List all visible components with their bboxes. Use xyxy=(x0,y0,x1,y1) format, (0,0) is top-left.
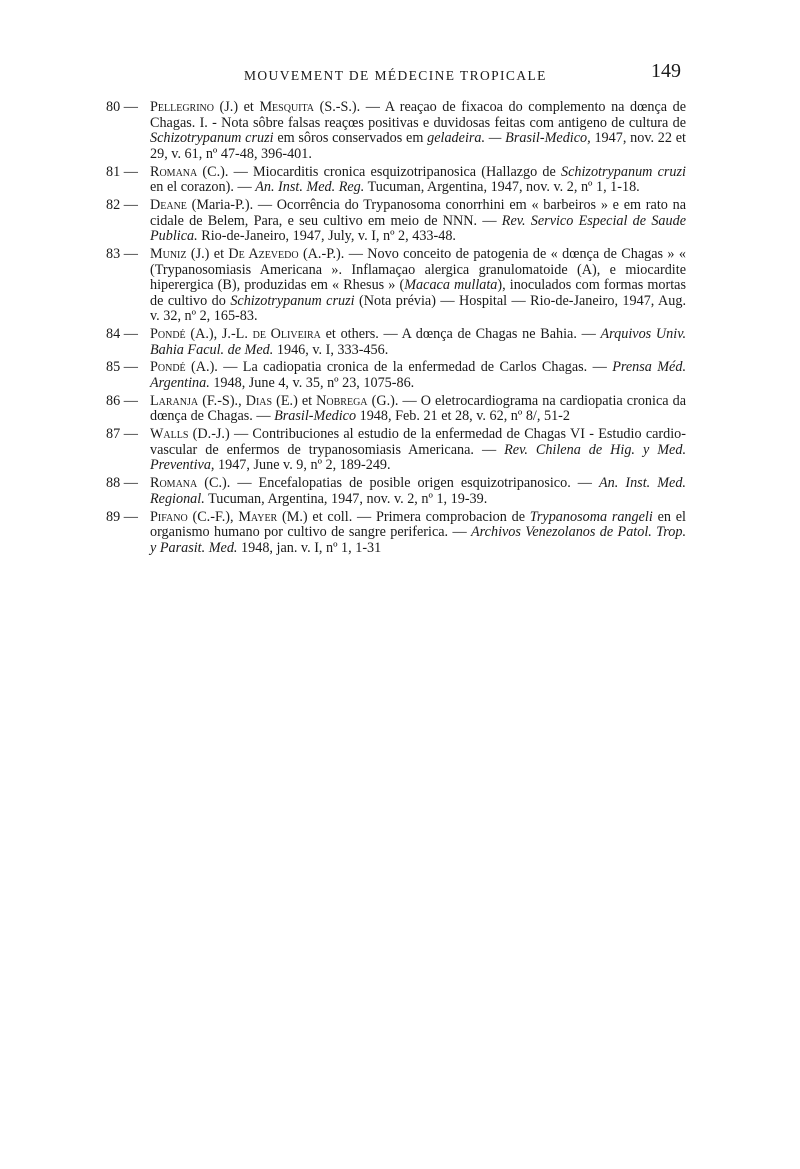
reference-fragment: em sôros conservados em xyxy=(273,130,428,147)
reference-number: 84 — xyxy=(106,326,138,343)
reference-fragment: (J.) et xyxy=(186,245,229,262)
reference-fragment: et others. — A dœnça de Chagas ne Bahia. — xyxy=(320,326,601,343)
reference-number: 88 — xyxy=(106,475,138,492)
reference-text xyxy=(150,476,686,507)
reference-fragment: (C.-F.), xyxy=(187,508,239,525)
author-name: Mesquita xyxy=(259,99,315,115)
author-name: Mayer xyxy=(238,508,278,525)
author-name: Romana xyxy=(150,475,198,492)
author-name: Deane xyxy=(150,196,187,213)
author-name: Pifano xyxy=(150,508,188,525)
author-name: Pondé xyxy=(150,359,186,376)
reference-text xyxy=(150,427,686,474)
reference-fragment: (G.). — O eletrocardiograma na cardiopatia cronica da dœnça de Chagas. — xyxy=(150,392,686,425)
reference-fragment: ), inoculados com formas mortas de cultivo do xyxy=(150,277,686,309)
italic-title: Prensa Méd. Argentina. xyxy=(150,359,686,392)
italic-title: An. Inst. Med. Reg. xyxy=(255,179,365,196)
author-name: de Oliveira xyxy=(252,326,321,343)
reference-fragment: Tucuman, Argentina, 1947, nov. v. 2, nº 1, 19-39. xyxy=(204,490,488,507)
author-name: De Azevedo xyxy=(228,245,299,262)
reference-fragment: (E.) et xyxy=(272,392,317,409)
reference-fragment: (J.) et xyxy=(214,99,260,115)
author-name: Romana xyxy=(150,163,198,180)
reference-entry xyxy=(106,100,686,162)
italic-title: Rev. Chilena de Hig. y Med. Preventiva, xyxy=(150,441,686,474)
reference-entry xyxy=(106,394,686,425)
reference-text xyxy=(150,327,686,358)
author-name: Muniz xyxy=(150,245,187,262)
italic-title: Brasil-Medico xyxy=(274,408,357,425)
reference-text xyxy=(150,198,686,245)
reference-list xyxy=(106,100,686,559)
reference-text xyxy=(150,165,686,196)
reference-number: 85 — xyxy=(106,359,138,376)
reference-fragment: 1948, June 4, v. 35, nº 23, 1075-86. xyxy=(209,375,415,392)
reference-fragment: (Nota prévia) — Hospital — Rio-de-Janeiro, 1947, Aug. v. 32, nº 2, 165-83. xyxy=(150,292,686,325)
reference-number: 80 — xyxy=(106,99,138,115)
italic-title: Schizotrypanum cruzi xyxy=(561,163,686,180)
reference-entry xyxy=(106,360,686,391)
reference-entry xyxy=(106,198,686,245)
reference-number: 89 — xyxy=(106,508,138,525)
reference-entry xyxy=(106,247,686,325)
reference-fragment: (C.). — Encefalopatias de posible origen esquizotripanosico. — xyxy=(197,475,600,492)
reference-fragment: (A.). — La cadiopatia cronica de la enfermedad de Carlos Chagas. — xyxy=(185,359,613,376)
reference-entry xyxy=(106,427,686,474)
reference-fragment: (A.), J.-L. xyxy=(185,326,253,343)
italic-title: Schizotrypanum cruzi xyxy=(150,130,274,147)
reference-entry xyxy=(106,327,686,358)
reference-entry xyxy=(106,510,686,557)
italic-title: Arquivos Univ. Bahia Facul. de Med. xyxy=(150,326,686,358)
reference-text xyxy=(150,510,686,557)
author-name: Laranja xyxy=(150,392,199,409)
reference-fragment: (S.-S.). — A reaçao de fixacoa do complemento na dœnça de Chagas. I. - Nota sôbre falsas reaçœs positivas e duvidosas feitas com antigeno de cultura de xyxy=(150,99,686,131)
author-name: Dias xyxy=(245,392,273,409)
reference-fragment: 1948, jan. v. I, nº 1, 1-31 xyxy=(237,539,382,556)
page-number: 149 xyxy=(651,60,681,82)
reference-number: 82 — xyxy=(106,196,138,213)
reference-text xyxy=(150,247,686,325)
italic-title: Archivos Venezolanos de Patol. Trop. y Parasit. Med. xyxy=(150,524,686,556)
reference-fragment: 1946, v. I, 333-456. xyxy=(273,341,389,358)
reference-number: 81 — xyxy=(106,163,138,180)
reference-number: 86 — xyxy=(106,392,138,409)
reference-fragment: 1947, June v. 9, nº 2, 189-249. xyxy=(214,457,391,474)
author-name: Walls xyxy=(150,426,189,443)
italic-title: An. Inst. Med. Regional. xyxy=(150,475,686,507)
reference-fragment: 1948, Feb. 21 et 28, v. 62, nº 8/, 51-2 xyxy=(356,408,570,425)
running-title: MOUVEMENT DE MÉDECINE TROPICALE xyxy=(244,68,547,83)
reference-fragment: (Maria-P.). — Ocorrência do Trypanosoma conorrhini em « barbeiros » e em rato na cidale de Belem, Para, e seu cultivo em meio de NNN. — xyxy=(150,196,686,229)
reference-fragment: 1947, nov. 22 et 29, v. 61, nº 47-48, 396-401. xyxy=(150,130,686,162)
reference-fragment: Tucuman, Argentina, 1947, nov. v. 2, nº 1, 1-18. xyxy=(364,179,640,196)
italic-title: Trypanosoma rangeli xyxy=(529,508,653,525)
reference-number: 87 — xyxy=(106,426,138,443)
reference-text xyxy=(150,394,686,425)
italic-title: Rev. Servico Especial de Saude Publica. xyxy=(150,212,686,245)
reference-fragment: Rio-de-Janeiro, 1947, July, v. I, nº 2, 433-48. xyxy=(197,228,456,245)
reference-entry xyxy=(106,476,686,507)
author-name: Pellegrino xyxy=(150,99,214,115)
reference-fragment: en el organismo humano por cultivo de sangre periferica. — xyxy=(150,508,686,541)
reference-fragment: en el corazon). — xyxy=(150,179,256,196)
author-name: Pondé xyxy=(150,326,186,343)
reference-fragment: (C.). — Miocarditis cronica esquizotripanosica (Hallazgo de xyxy=(197,163,561,180)
reference-fragment: (D.-J.) — Contribuciones al estudio de la enfermedad de Chagas VI - Estudio cardio-vascular de enfermos de trypanosomiasis Americana. — xyxy=(150,426,686,458)
page-header xyxy=(0,60,800,90)
reference-fragment: (M.) et coll. — Primera comprobacion de xyxy=(277,508,530,525)
italic-title: geladeira. — Brasil-Medico, xyxy=(427,130,591,147)
reference-text xyxy=(150,360,686,391)
reference-fragment: (A.-P.). — Novo conceito de patogenia de « dœnça de Chagas » « (Trypanosomiasis Americana ». Inflamaçao alergica granulomatoide (A), e miocardite hiperergica (B), produzidas em « Rhesus » ( xyxy=(150,245,686,294)
italic-title: Macaca mullata xyxy=(404,277,498,294)
author-name: Nobrega xyxy=(316,392,368,409)
reference-entry xyxy=(106,165,686,196)
italic-title: Schizotrypanum cruzi xyxy=(230,292,355,309)
reference-text xyxy=(150,100,686,162)
reference-number: 83 — xyxy=(106,245,138,262)
reference-fragment: (F.-S)., xyxy=(198,392,246,409)
